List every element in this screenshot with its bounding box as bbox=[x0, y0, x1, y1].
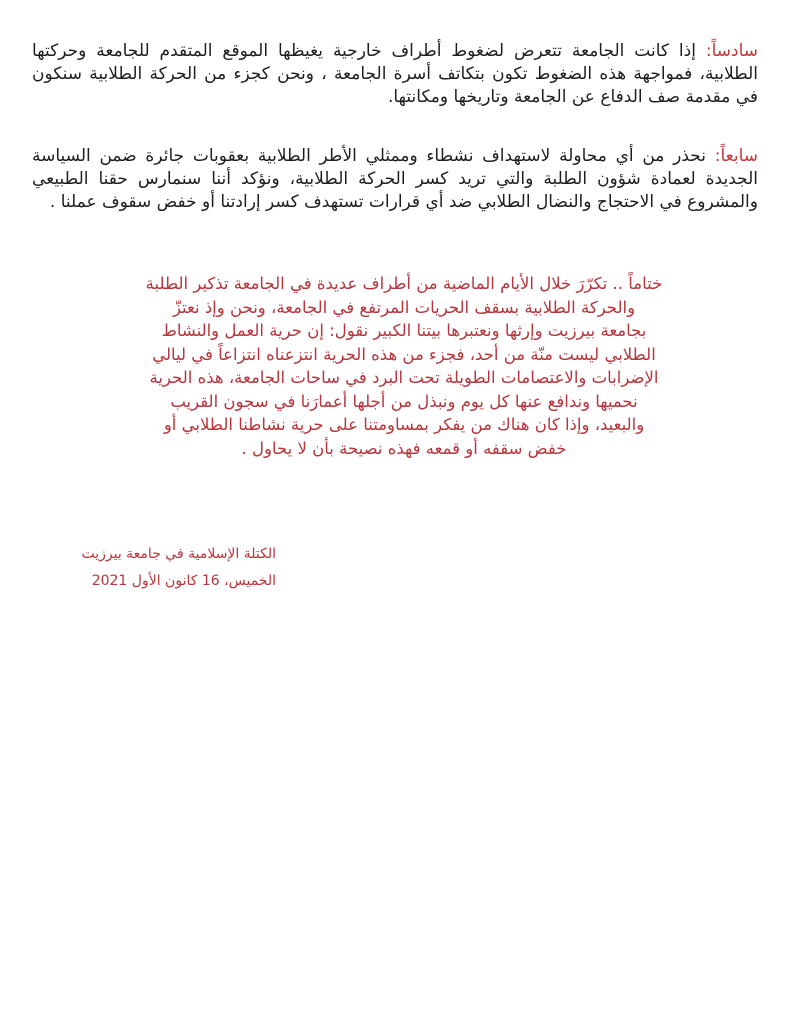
paragraph-sixth-body: إذا كانت الجامعة تتعرض لضغوط أطراف خارجية يغيظها الموقع المتقدم للجامعة وحركتها الطلابية، فمواجهة هذه الضغوط تكون بتكاتف أسرة الجامعة ، ونحن كجزء من الحركة الطلابية سنكون في مقدمة صف الدفاع عن الجامعة وتاريخها ومكانتها. bbox=[32, 41, 758, 107]
closing-line: بجامعة بيرزيت وإرثها ونعتبرها بيتنا الكبير نقول: إن حرية العمل والنشاط bbox=[161, 321, 647, 340]
signature-block bbox=[40, 541, 276, 595]
paragraph-sixth-text bbox=[32, 40, 758, 109]
paragraph-seventh-text bbox=[32, 145, 758, 214]
paragraph-sixth bbox=[32, 40, 758, 109]
paragraph-seventh-label: سابعاً: bbox=[714, 146, 758, 166]
signature-organization: الكتلة الإسلامية في جامعة بيرزيت bbox=[81, 546, 276, 562]
closing-line: نحميها وندافع عنها كل يوم ونبذل من أجلها أعمارَنا في سجون القريب bbox=[170, 391, 638, 411]
closing-line: خفض سقفه أو قمعه فهذه نصيحة بأن لا يحاول . bbox=[241, 438, 567, 458]
closing-line: الإضرابات والاعتصامات الطويلة تحت البرد في ساحات الجامعة، هذه الحرية bbox=[149, 368, 659, 387]
closing-line: والبعيد، وإذا كان هناك من يفكر بمساومتنا على حرية نشاطنا الطلابي أو bbox=[163, 415, 645, 434]
closing-statement bbox=[70, 272, 738, 460]
closing-line: ختاماً .. تكرّرَ خلال الأيام الماضية من أطراف عديدة في الجامعة تذكير الطلبة bbox=[145, 274, 663, 293]
paragraph-sixth-label: سادساً: bbox=[705, 41, 758, 61]
paragraph-seventh-body: نحذر من أي محاولة لاستهداف نشطاء وممثلي الأطر الطلابية بعقوبات جائرة ضمن السياسة الجديدة لعمادة شؤون الطلبة والتي تريد كسر الحركة الطلابية، ونؤكد أننا سنمارس حقنا الطبيعي والمشروع في الاحتجاج والنضال الطلابي ضد أي قرارات تستهدف كسر إرادتنا أو خفض سقوف عملنا . bbox=[32, 146, 758, 212]
closing-line: الطلابي ليست منّة من أحد، فجزء من هذه الحرية انتزعناه انتزاعاً في ليالي bbox=[152, 344, 656, 364]
paragraph-seventh bbox=[32, 145, 758, 214]
signature-date: الخميس، 16 كانون الأول 2021 bbox=[91, 573, 276, 589]
closing-line: والحركة الطلابية بسقف الحريات المرتفع في الجامعة، ونحن وإذ نعتزّ bbox=[172, 297, 636, 317]
